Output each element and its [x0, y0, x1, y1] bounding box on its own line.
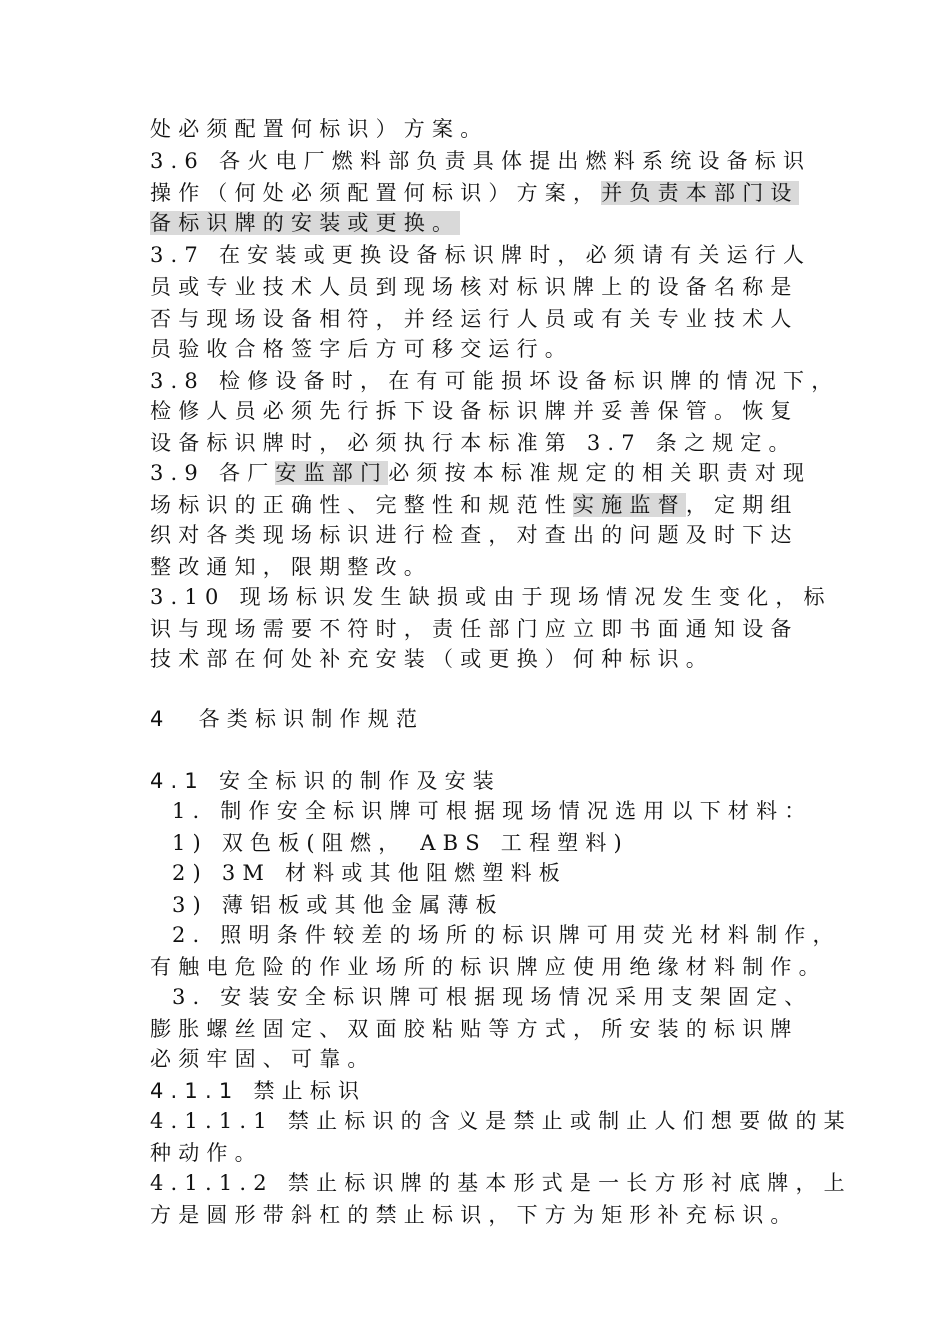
text-run: 禁止标识	[253, 1079, 367, 1103]
text-run: 3.6	[150, 149, 205, 173]
text-run: 禁止标识牌的基本形式是一长方形衬底牌，上	[287, 1171, 852, 1195]
text-run: 1) 双色板(阻燃， ABS 工程塑料)	[172, 831, 629, 855]
text-run: 员或专业技术人员到现场核对标识牌上的设备名称是	[150, 275, 799, 299]
text-line	[150, 521, 850, 549]
text-line	[150, 1015, 850, 1043]
text-line	[150, 241, 850, 269]
text-run: 操作（何处必须配置何标识）方案，	[150, 181, 602, 205]
text-line	[150, 1169, 850, 1197]
text-run: 必须按本标准规定的相关职责对现	[388, 461, 812, 485]
text-run: 现场标识发生缺损或由于现场情况发生变化，标	[239, 585, 832, 609]
text-run: 织对各类现场标识进行检查，对查出的问题及时下达	[150, 523, 799, 547]
text-run: 方是圆形带斜杠的禁止标识，下方为矩形补充标识。	[150, 1203, 799, 1227]
text-line	[172, 829, 872, 857]
text-line	[172, 891, 872, 919]
text-line	[150, 335, 850, 363]
text-run: 膨胀螺丝固定、双面胶粘贴等方式，所安装的标识牌	[150, 1017, 799, 1041]
text-run: 场标识的正确性、完整性和规范性	[150, 493, 573, 517]
text-run: 员验收合格签字后方可移交运行。	[150, 337, 573, 361]
text-run: 设备标识牌时，必须执行本标准第 3.7 条之规定。	[150, 431, 797, 455]
text-line	[150, 1139, 850, 1167]
text-line	[150, 1045, 850, 1073]
text-line	[150, 209, 850, 237]
text-line	[150, 953, 850, 981]
text-run: 2. 照明条件较差的场所的标识牌可用荧光材料制作，	[172, 923, 841, 947]
text-run: 检修人员必须先行拆下设备标识牌并妥善保管。恢复	[150, 399, 799, 423]
text-run: 3.8	[150, 369, 205, 393]
text-run: 在安装或更换设备标识牌时，必须请有关运行人	[219, 243, 812, 267]
text-line	[150, 645, 850, 673]
highlighted-text: 并负责本部门设	[601, 181, 799, 205]
text-line	[150, 429, 850, 457]
highlighted-text: 实施监督	[573, 493, 686, 517]
text-line	[150, 583, 850, 611]
text-line	[150, 1107, 850, 1135]
text-run: 各类标识制作规范	[198, 707, 425, 731]
text-run: 否与现场设备相符，并经运行人员或有关专业技术人	[150, 307, 799, 331]
text-run: 4.1.1	[150, 1079, 240, 1103]
text-run: 禁止标识的含义是禁止或制止人们想要做的某	[287, 1109, 852, 1133]
text-run: 3.7	[150, 243, 205, 267]
text-line	[150, 459, 850, 487]
text-run: 4.1.1.2	[150, 1171, 274, 1195]
text-line	[172, 983, 872, 1011]
highlighted-text: 备标识牌的安装或更换。	[150, 211, 461, 235]
text-line	[150, 115, 850, 143]
text-line	[150, 147, 850, 175]
text-line	[172, 859, 872, 887]
text-run: ，定期组	[685, 493, 799, 517]
text-run: 4.1.1.1	[150, 1109, 274, 1133]
text-line	[150, 1201, 850, 1229]
text-run: 4.1	[150, 769, 205, 793]
text-run: 技术部在何处补充安装（或更换）何种标识。	[150, 647, 714, 671]
text-run: 安全标识的制作及安装	[219, 769, 501, 793]
text-line	[172, 921, 872, 949]
text-run: 各厂	[219, 461, 276, 485]
text-run: 3) 薄铝板或其他金属薄板	[172, 893, 504, 917]
text-run: 处必须配置何标识）方案。	[150, 117, 489, 141]
text-line	[150, 179, 850, 207]
section-heading	[150, 705, 850, 733]
text-line	[150, 615, 850, 643]
text-line	[150, 273, 850, 301]
text-run: 4	[150, 707, 171, 731]
text-line	[150, 397, 850, 425]
text-line	[150, 553, 850, 581]
text-run: 必须牢固、可靠。	[150, 1047, 376, 1071]
text-line	[172, 797, 872, 825]
highlighted-text: 安监部门	[275, 461, 389, 485]
text-run: 整改通知，限期整改。	[150, 555, 432, 579]
text-run: 3.9	[150, 461, 205, 485]
text-run: 1. 制作安全标识牌可根据现场情况选用以下材料：	[172, 799, 813, 823]
text-line	[150, 367, 850, 395]
text-run: 3.10	[150, 585, 226, 609]
section-heading	[150, 1077, 850, 1105]
text-run: 检修设备时，在有可能损坏设备标识牌的情况下，	[219, 369, 840, 393]
text-run: 各火电厂燃料部负责具体提出燃料系统设备标识	[219, 149, 812, 173]
text-run: 有触电危险的作业场所的标识牌应使用绝缘材料制作。	[150, 955, 827, 979]
section-heading	[150, 767, 850, 795]
text-run: 种动作。	[150, 1141, 263, 1165]
text-line	[150, 305, 850, 333]
text-run: 3. 安装安全标识牌可根据现场情况采用支架固定、	[172, 985, 813, 1009]
text-line	[150, 491, 850, 519]
text-run: 识与现场需要不符时，责任部门应立即书面通知设备	[150, 617, 799, 641]
text-run: 2) 3M 材料或其他阻燃塑料板	[172, 861, 567, 885]
